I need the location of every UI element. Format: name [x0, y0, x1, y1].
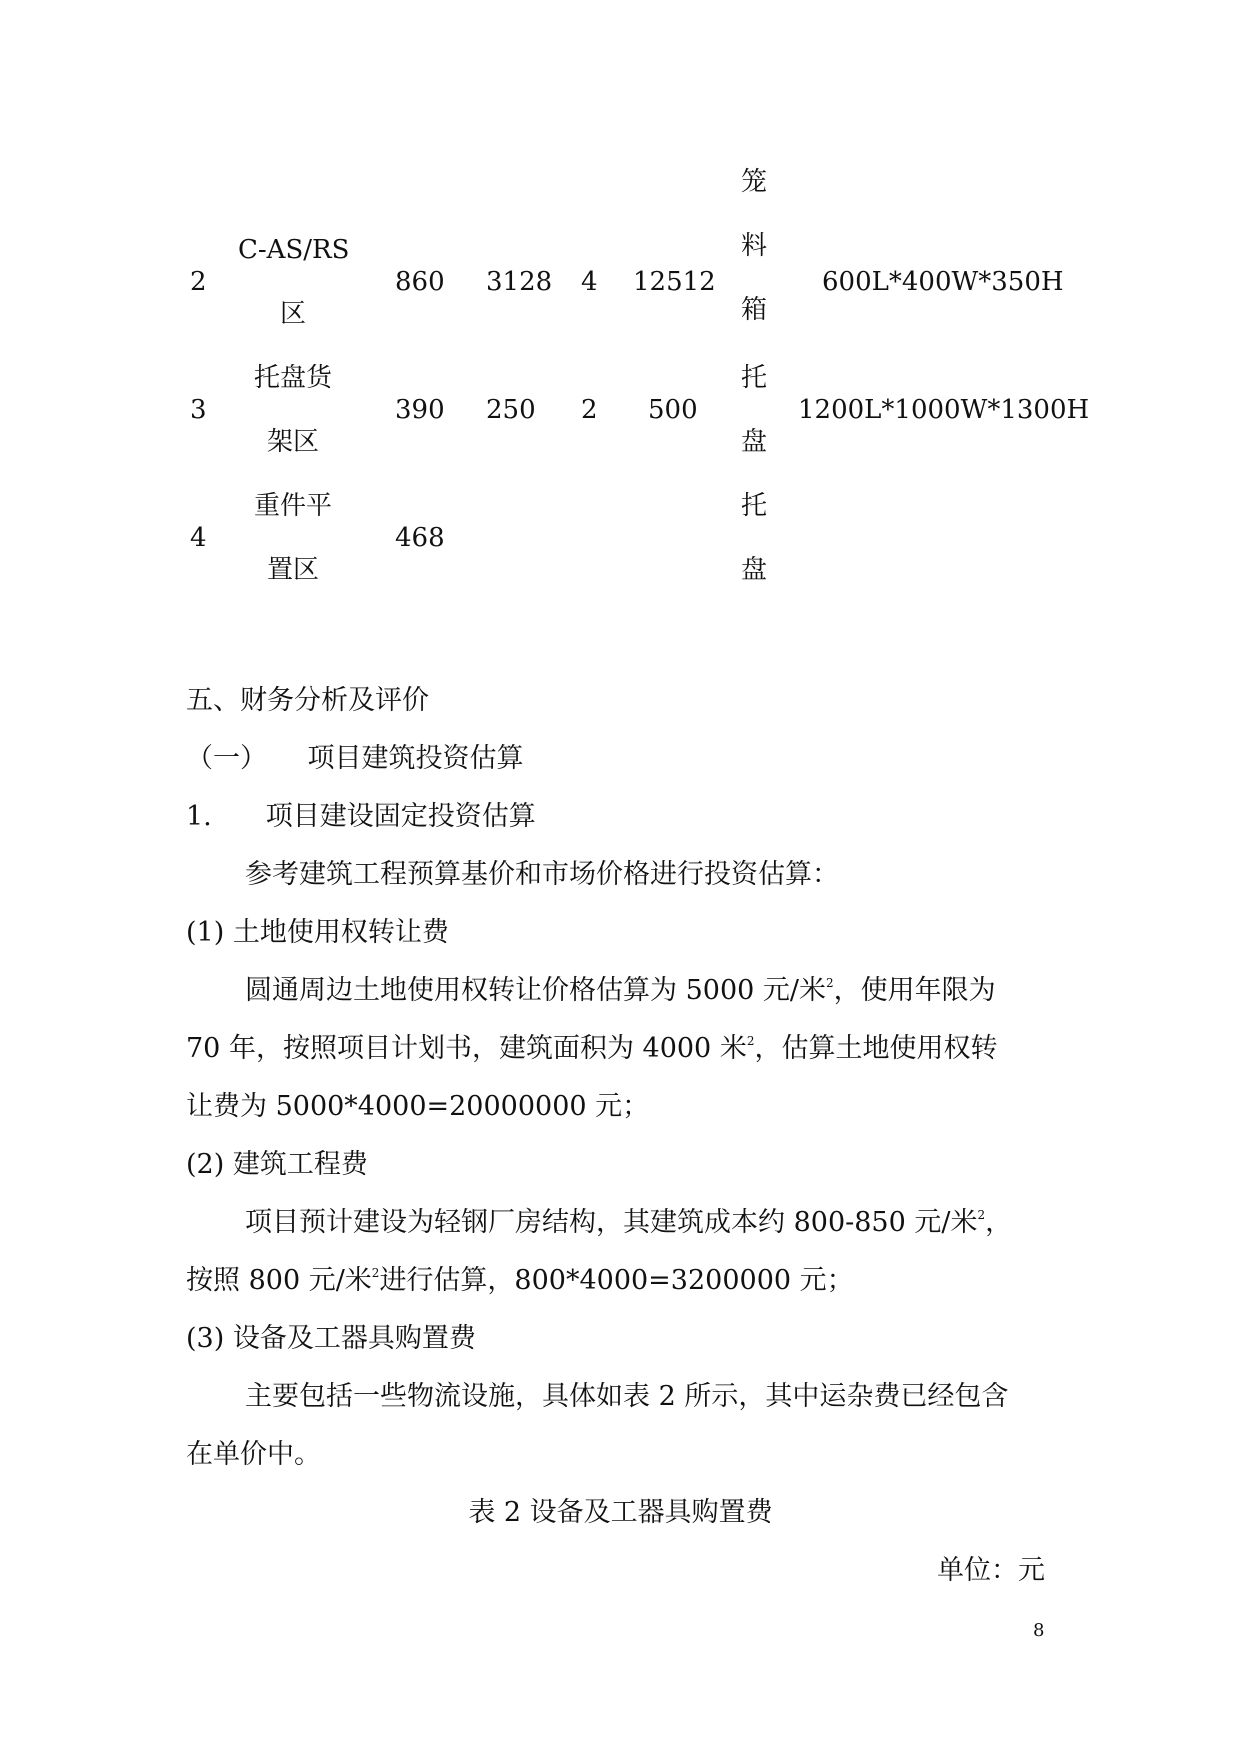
row-number: 2: [190, 267, 207, 297]
value-col3: 2: [581, 395, 598, 425]
size-spec: 600L*400W*350H: [822, 267, 1064, 297]
subsection-heading: （一） 项目建筑投资估算: [186, 743, 524, 774]
unit-label: 单位：元: [937, 1555, 1045, 1586]
zone-name-line2: 置区: [266, 555, 319, 585]
unit-vertical: 托 盘: [740, 491, 767, 585]
paragraph-line: 圆通周边土地使用权转让价格估算为 5000 元/米$^2$，使用年限为: [245, 975, 996, 1006]
paragraph: 参考建筑工程预算基价和市场价格进行投资估算：: [245, 859, 839, 890]
row-number: 3: [190, 395, 207, 425]
value-col2: 250: [486, 395, 536, 425]
page-number: 8: [1033, 1620, 1045, 1641]
item-heading: (1) 土地使用权转让费: [186, 917, 449, 948]
item-heading: (3) 设备及工器具购置费: [186, 1323, 476, 1354]
value-col1: 468: [395, 523, 445, 553]
paragraph-line: 在单价中。: [186, 1439, 321, 1470]
row-number: 4: [190, 523, 207, 553]
value-col4: 12512: [633, 267, 716, 297]
superscript: 2: [825, 976, 834, 990]
size-spec: 1200L*1000W*1300H: [798, 395, 1090, 425]
paragraph-line: 项目预计建设为轻钢厂房结构，其建筑成本约 800-850 元/米$^2$，: [245, 1207, 1013, 1238]
item-heading: (2) 建筑工程费: [186, 1149, 368, 1180]
zone-name-line2: 架区: [266, 427, 319, 457]
paragraph-line: 主要包括一些物流设施，具体如表 2 所示，其中运杂费已经包含: [245, 1381, 1009, 1412]
superscript: 2: [371, 1266, 380, 1280]
table-caption: 表 2 设备及工器具购置费: [468, 1497, 773, 1528]
value-col1: 390: [395, 395, 445, 425]
paragraph-line: 按照 800 元/米$^2$进行估算，800*4000=3200000 元；: [186, 1265, 854, 1296]
value-col2: 3128: [486, 267, 553, 297]
unit-vertical: 笼 料 箱: [740, 167, 767, 325]
section-heading: 五、财务分析及评价: [186, 685, 429, 716]
paragraph-line: 70 年，按照项目计划书，建筑面积为 4000 米$^2$，估算土地使用权转: [186, 1033, 998, 1064]
value-col3: 4: [581, 267, 598, 297]
subsubsection-heading: 1. 项目建设固定投资估算: [186, 801, 536, 832]
zone-name-line1: C-AS/RS: [238, 235, 350, 265]
value-col4: 500: [648, 395, 698, 425]
zone-name-line1: 重件平: [253, 491, 332, 521]
superscript: 2: [746, 1034, 755, 1048]
unit-vertical: 托 盘: [740, 363, 767, 457]
paragraph-line: 让费为 5000*4000=20000000 元；: [186, 1091, 650, 1122]
storage-table: [0, 0, 1241, 600]
zone-name-line1: 托盘货: [253, 363, 332, 393]
value-col1: 860: [395, 267, 445, 297]
zone-name-line2: 区: [279, 299, 306, 329]
superscript: 2: [977, 1208, 986, 1222]
